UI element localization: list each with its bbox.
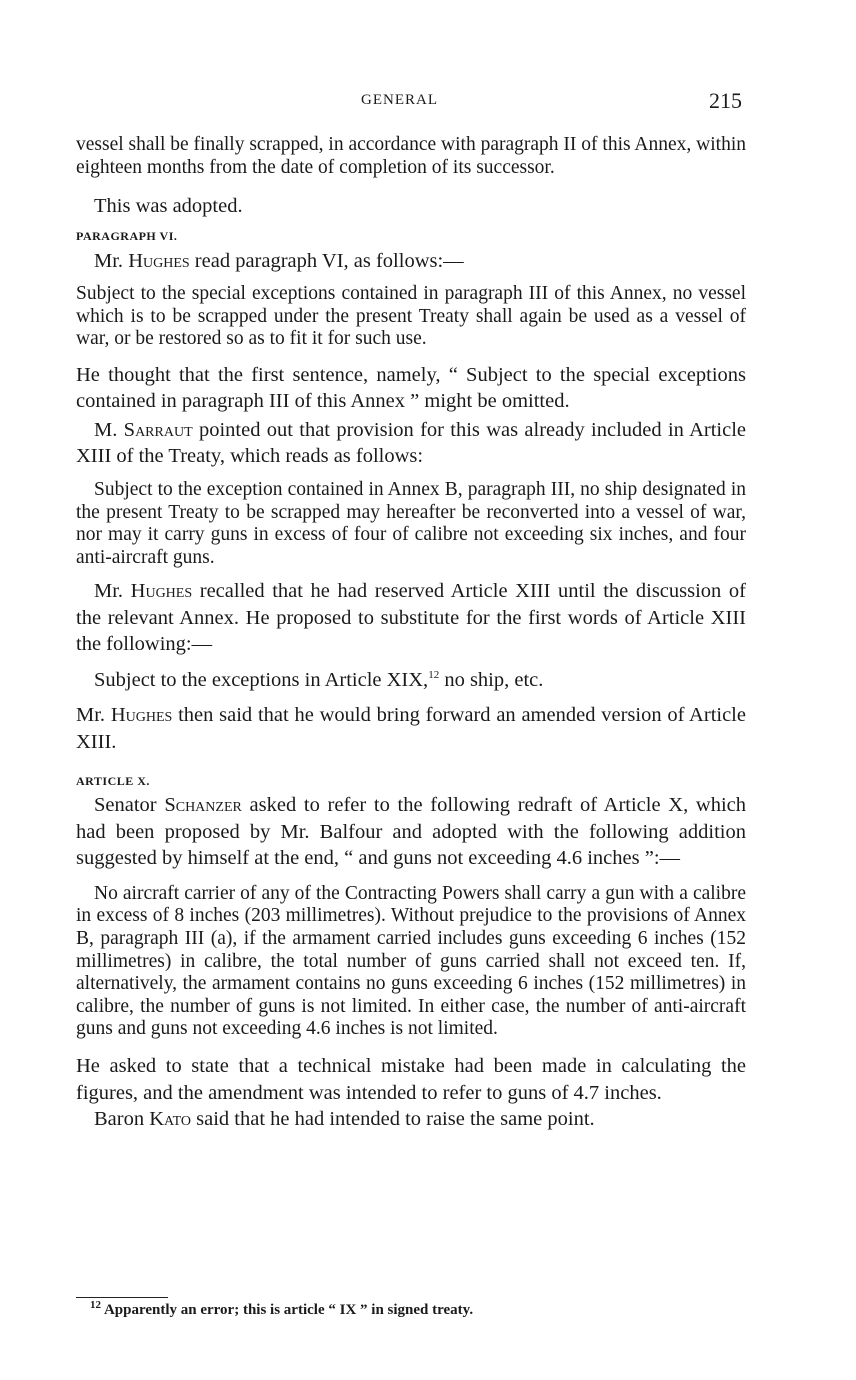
paragraph-text: Subject to the exceptions in Article XIX, bbox=[94, 668, 429, 691]
speaker-name: Hughes bbox=[130, 580, 193, 603]
body-paragraph: Mr. Hughes then said that he would bring forward an amended version of Article XIII. bbox=[76, 704, 746, 753]
section-heading: PARAGRAPH VI. bbox=[76, 228, 178, 243]
body-paragraph: He asked to state that a technical mistake had been made in calculating the figures, and the amendment was intended to refer to guns of 4.7 inches. bbox=[76, 1055, 746, 1104]
body-paragraph: Baron Kato said that he had intended to raise the same point. bbox=[94, 1108, 595, 1130]
body-paragraph: Mr. Hughes recalled that he had reserved Article XIII until the discussion of the relevant Annex. He proposed to substitute for the first words of Article XIII the following:— bbox=[76, 580, 746, 656]
footnote bbox=[90, 1300, 473, 1320]
quoted-paragraph: Subject to the exception contained in Annex B, paragraph III, no ship designated in the present Treaty to be scrapped may hereafter be reconverted into a vessel of war, nor may it carry guns in excess of four of calibre not exceeding six inches, and four anti-aircraft guns. bbox=[76, 478, 746, 568]
page-body bbox=[76, 134, 746, 1133]
paragraph-text: said that he had intended to raise the same point. bbox=[191, 1108, 595, 1130]
footnote-text: Apparently an error; this is article “ IX ” in signed treaty. bbox=[103, 1302, 474, 1318]
running-head bbox=[76, 88, 744, 116]
speaker-name: Sarraut bbox=[123, 418, 193, 441]
speaker-name: Schanzer bbox=[164, 794, 242, 817]
speaker-name: Hughes bbox=[110, 704, 173, 727]
running-title: GENERAL bbox=[361, 92, 438, 108]
page-number: 215 bbox=[709, 88, 742, 113]
speaker-name: Kato bbox=[149, 1108, 192, 1130]
paragraph-text: then said that he would bring forward an amended version of Article XIII. bbox=[76, 704, 746, 753]
footnote-reference: 12 bbox=[428, 669, 440, 682]
paragraph-text: recalled that he had reserved Article XIII until the discussion of the relevant Annex. He proposed to substitute for the first words of Article XIII the following:— bbox=[76, 580, 746, 656]
paragraph-text: no ship, etc. bbox=[439, 668, 544, 691]
footnote-marker: 12 bbox=[90, 1299, 101, 1311]
body-paragraph: He thought that the first sentence, namely, “ Subject to the special exceptions contained in paragraph III of this Annex ” might be omitted. bbox=[76, 363, 746, 413]
footnote-rule bbox=[76, 1297, 168, 1298]
body-paragraph: This was adopted. bbox=[94, 195, 243, 218]
body-paragraph: Senator Schanzer asked to refer to the following redraft of Article X, which had been proposed by Mr. Balfour and adopted with the following addition suggested by himself at the end, “ and guns not exceeding 4.6 inches ”:— bbox=[76, 794, 746, 870]
speaker-name: Hughes bbox=[128, 249, 190, 272]
quoted-paragraph: Subject to the special exceptions contained in paragraph III of this Annex, no vessel which is to be scrapped under the present Treaty shall again be used as a vessel of war, or be restored so as to fit it for such use. bbox=[76, 283, 746, 350]
body-paragraph: M. Sarraut pointed out that provision for this was already included in Article XIII of the Treaty, which reads as follows: bbox=[76, 418, 746, 468]
quoted-paragraph: vessel shall be finally scrapped, in accordance with paragraph II of this Annex, within eighteen months from the date of completion of its successor. bbox=[76, 134, 746, 178]
paragraph-text: asked to refer to the following redraft of Article X, which had been proposed by Mr. Balfour and adopted with the following addition suggested by himself at the end, “ and guns not exceeding 4.6 inches ”:— bbox=[76, 794, 746, 870]
quoted-line bbox=[76, 667, 746, 694]
paragraph-text: read paragraph VI, as follows:— bbox=[189, 249, 464, 272]
section-heading: ARTICLE X. bbox=[76, 774, 150, 789]
quoted-paragraph: No aircraft carrier of any of the Contracting Powers shall carry a gun with a calibre in excess of 8 inches (203 millimetres). Without prejudice to the provisions of Annex B, paragraph III (a), if the armament carried includes guns exceeding 6 inches (152 millimetres) in calibre, the total number of guns carried shall not exceed ten. If, alternatively, the armament contains no guns exceeding 6 inches (152 millimetres) in calibre, the number of guns is not limited. In either case, the number of anti-aircraft guns and guns not exceeding 4.6 inches is not limited. bbox=[76, 882, 746, 1040]
body-paragraph: Mr. Hughes read paragraph VI, as follows:— bbox=[94, 249, 464, 272]
paragraph-text: pointed out that provision for this was already included in Article XIII of the Treaty, which reads as follows: bbox=[76, 418, 746, 468]
